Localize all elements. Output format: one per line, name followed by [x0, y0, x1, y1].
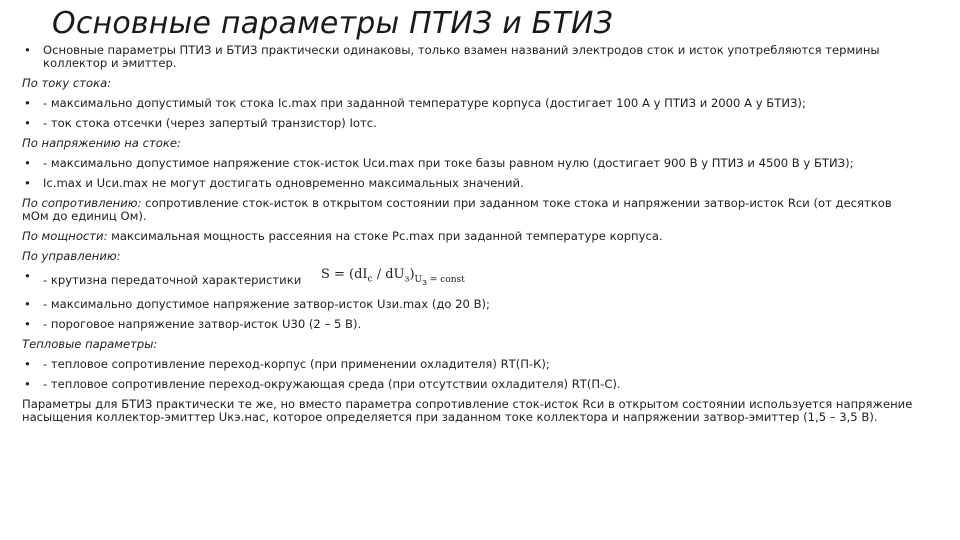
- power-label: По мощности:: [22, 229, 108, 243]
- thermal-item-2-text: - тепловое сопротивление переход-окружающая среда (при отсутствии охладителя) RТ(П-С).: [43, 377, 621, 392]
- control-item-3-text: - пороговое напряжение затвор-исток U30 (2 – 5 В).: [43, 317, 362, 332]
- thermal-heading: Тепловые параметры:: [22, 337, 158, 352]
- resistance-line-2: мОм до единиц Ом).: [22, 209, 147, 223]
- voltage-item-2: [22, 177, 940, 190]
- voltage-item-1: [22, 157, 940, 170]
- control-item-3: [22, 318, 940, 331]
- voltage-item-2-text: Iс.max и Uси.max не могут достигать одновременно максимальных значений.: [43, 176, 524, 190]
- bullet-dot: •: [24, 116, 31, 130]
- bullet-dot: •: [24, 317, 31, 332]
- bullet-dot: •: [24, 96, 31, 110]
- control-heading: По управлению:: [22, 249, 121, 263]
- current-item-2: [22, 117, 940, 130]
- voltage-heading: По напряжению на стоке:: [22, 136, 181, 150]
- current-heading: По току стока:: [22, 76, 112, 90]
- thermal-item-2: [22, 378, 940, 391]
- control-item-2: [22, 298, 940, 311]
- resistance-label: По сопротивлению:: [22, 196, 142, 210]
- intro-line-2: коллектор и эмиттер.: [43, 56, 177, 70]
- voltage-item-1-text: - максимально допустимое напряжение сток-исток Uси.max при токе базы равном нулю (достигает 900 В у ПТИЗ и 4500 В у БТИЗ);: [43, 156, 854, 170]
- bullet-dot: •: [24, 377, 31, 392]
- control-item-1: [22, 267, 940, 291]
- power-paragraph: [22, 230, 940, 243]
- resistance-line-1: сопротивление сток-исток в открытом состоянии при заданном токе стока и напряжении затвор-исток Rси (от десятков: [141, 196, 892, 210]
- current-item-1-text: - максимально допустимый ток стока Iс.max при заданной температуре корпуса (достигает 100 А у ПТИЗ и 2000 А у БТИЗ);: [43, 96, 806, 110]
- transconductance-formula: $S = (dI_c / dU_з)_{U_з = const}$: [320, 267, 465, 288]
- bullet-dot: •: [24, 176, 31, 190]
- bullet-dot: •: [24, 269, 31, 283]
- resistance-paragraph: [22, 197, 940, 223]
- bullet-dot: •: [24, 357, 31, 372]
- control-item-2-text: - максимально допустимое напряжение затвор-исток Uзи.max (до 20 В);: [43, 297, 490, 312]
- thermal-item-1-text: - тепловое сопротивление переход-корпус (при применении охладителя) RТ(П-К);: [43, 357, 550, 372]
- current-item-2-text: - ток стока отсечки (через запертый транзистор) Iотс.: [43, 116, 377, 130]
- slide-content: [22, 44, 940, 431]
- control-item-1-text: - крутизна передаточной характеристики: [43, 273, 302, 288]
- footer-paragraph: [22, 398, 940, 424]
- bullet-dot: •: [24, 43, 31, 57]
- intro-line-1: Основные параметры ПТИЗ и БТИЗ практически одинаковы, только взамен названий электродов сток и исток употребляются термины: [43, 43, 880, 57]
- intro-text: [43, 44, 940, 70]
- current-item-1: [22, 97, 940, 110]
- intro-bullet: [22, 44, 940, 70]
- bullet-dot: •: [24, 156, 31, 170]
- footer-line-2: насыщения коллектор-эмиттер Uкэ.нас, которое определяется при заданном токе коллектора и напряжении затвор-эмиттер (1,5 – 3,5 В).: [22, 410, 878, 425]
- power-text: максимальная мощность рассеяния на стоке Pс.max при заданной температуре корпуса.: [107, 229, 663, 243]
- bullet-dot: •: [24, 297, 31, 312]
- slide-title: Основные параметры ПТИЗ и БТИЗ: [52, 6, 614, 41]
- footer-line-1: Параметры для БТИЗ практически те же, но вместо параметра сопротивление сток-исток Rси в открытом состоянии используется напряжение: [22, 397, 913, 412]
- thermal-item-1: [22, 358, 940, 371]
